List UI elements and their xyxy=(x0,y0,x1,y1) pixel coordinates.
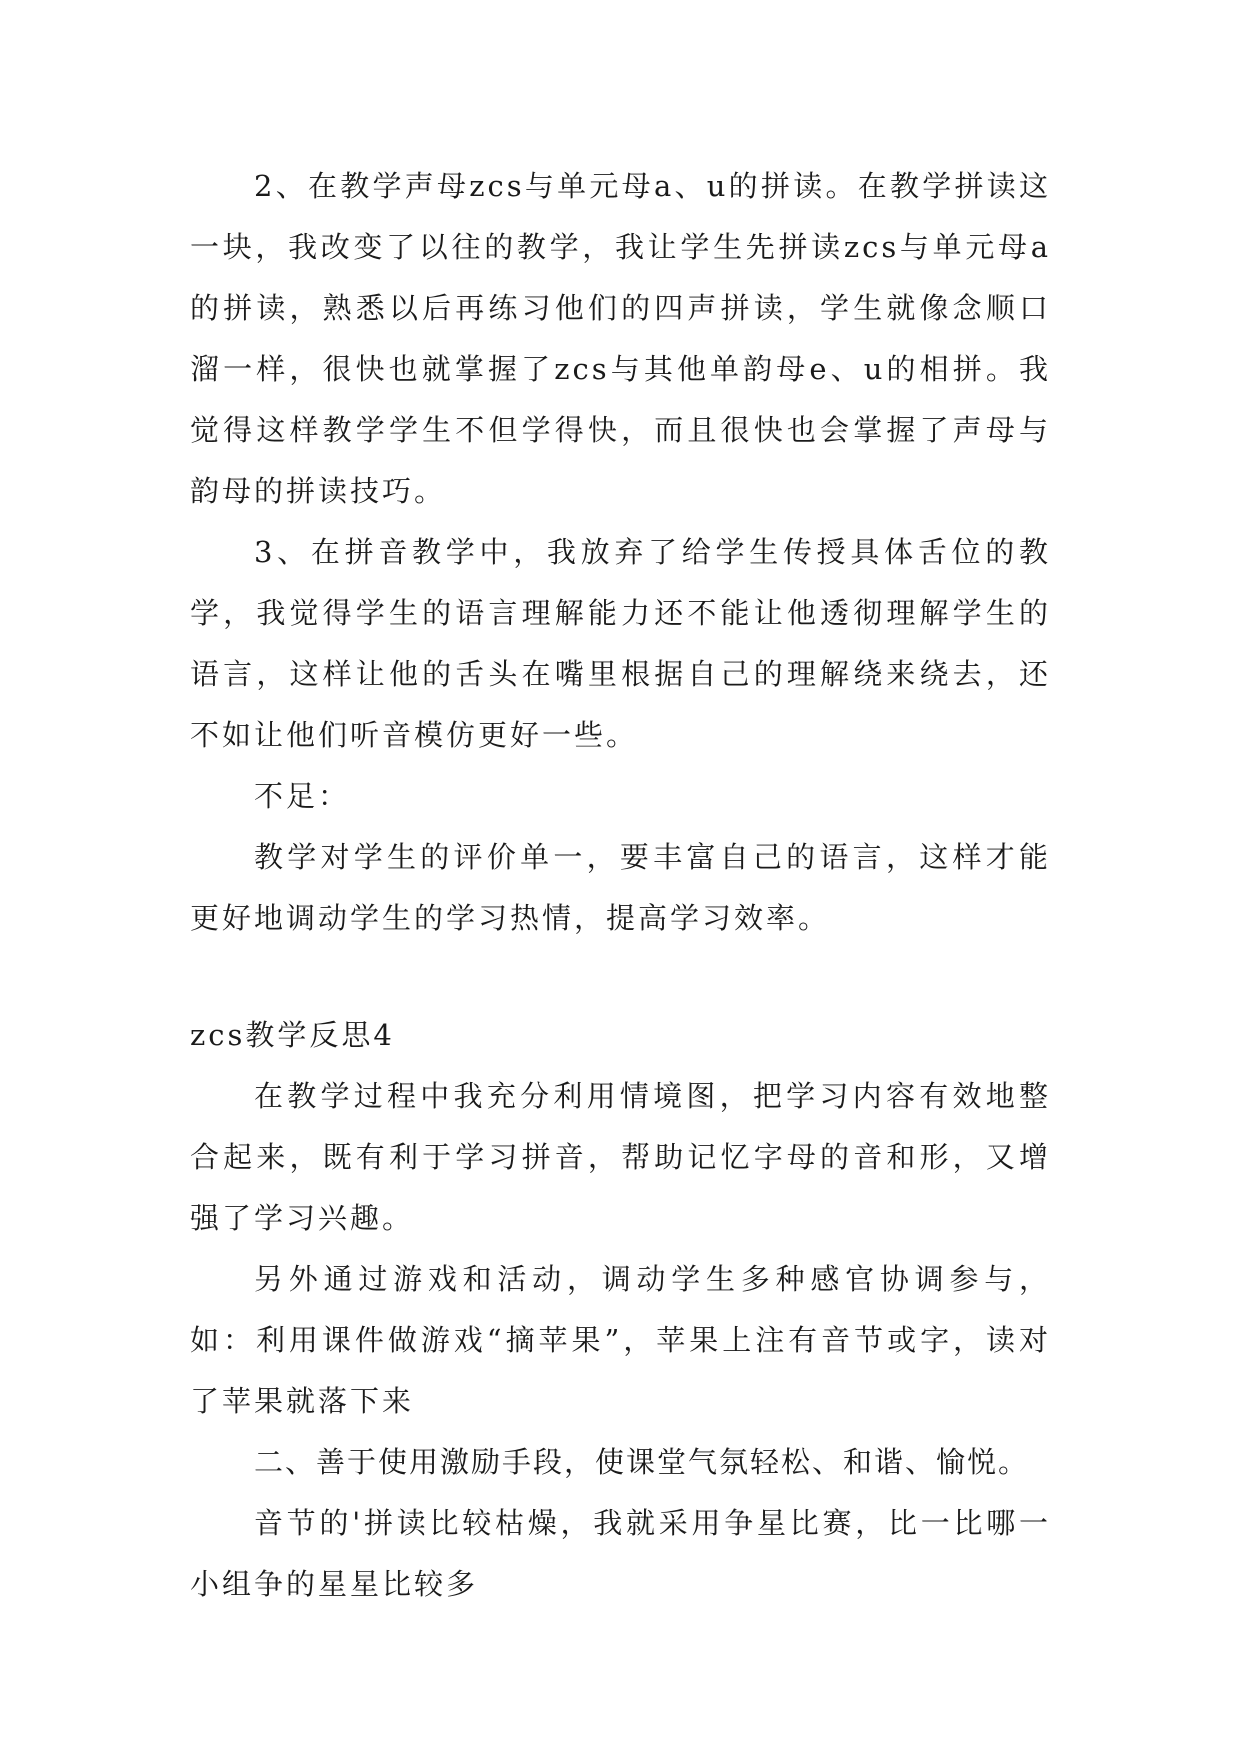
paragraph-games-activities: 另外通过游戏和活动，调动学生多种感官协调参与，如：利用课件做游戏“摘苹果”，苹果上注有音节或字，读对了苹果就落下来 xyxy=(190,1262,1051,1418)
section-heading: zcs教学反思4 xyxy=(190,1018,395,1052)
paragraph-situation-images: 在教学过程中我充分利用情境图，把学习内容有效地整合起来，既有利于学习拼音，帮助记忆字母的音和形，又增强了学习兴趣。 xyxy=(190,1079,1051,1235)
paragraph-tongue-position: 3、在拼音教学中，我放弃了给学生传授具体舌位的教学，我觉得学生的语言理解能力还不能让他透彻理解学生的语言，这样让他的舌头在嘴里根据自己的理解绕来绕去，还不如让他们听音模仿更好一些。 xyxy=(190,535,1051,752)
document-body xyxy=(190,156,1051,1615)
paragraph-shortcomings-label: 不足： xyxy=(254,779,351,813)
paragraph-star-competition: 音节的'拼读比较枯燥，我就采用争星比赛，比一比哪一小组争的星星比较多 xyxy=(190,1506,1051,1601)
paragraph-incentives: 二、善于使用激励手段，使课堂气氛轻松、和谐、愉悦。 xyxy=(254,1445,1030,1479)
paragraph-shortcomings: 教学对学生的评价单一，要丰富自己的语言，这样才能更好地调动学生的学习热情，提高学习效率。 xyxy=(190,840,1051,935)
paragraph-pinyin-zcs-reading: 2、在教学声母zcs与单元母a、u的拼读。在教学拼读这一块，我改变了以往的教学，我让学生先拼读zcs与单元母a的拼读，熟悉以后再练习他们的四声拼读，学生就像念顺口溜一样，很快也就掌握了zcs与其他单韵母e、u的相拼。我觉得这样教学学生不但学得快，而且很快也会掌握了声母与韵母的拼读技巧。 xyxy=(190,169,1051,508)
